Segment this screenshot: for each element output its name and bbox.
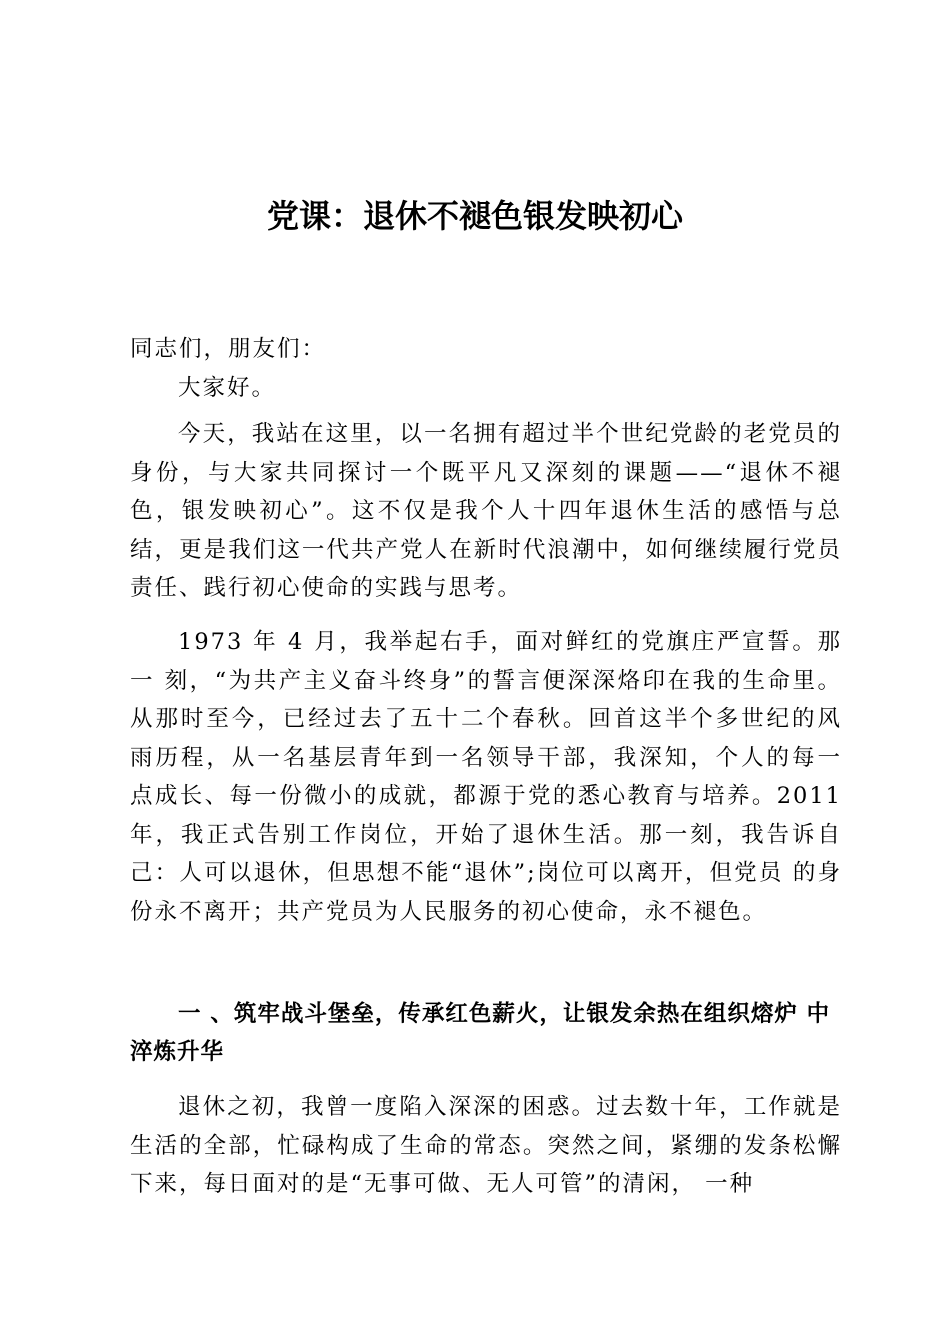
paragraph-oath: 1973 年 4 月，我举起右手，面对鲜红的党旗庄严宣誓。那一 刻，“为共产主义奋斗终身”的誓言便深深烙印在我的生命里。 从那时至今，已经过去了五十二个春秋。回首这半个多世纪的风 雨历程，从一名基层青年到一名领导干部，我深知，个人的每一 点成长、每一份微小的成就，都源于党的悉心教育与培养。2011 年，我正式告别工作岗位，开始了退休生活。那一刻，我告诉自 己：人可以退休，但思想不能“退休”;岗位可以离开，但党员 的身份永不离开；共产党员为人民服务的初心使命，永不褪色。 xyxy=(130,629,842,925)
section-heading: 一 、筑牢战斗堡垒，传承红色薪火，让银发余热在组织熔炉 中淬炼升华 xyxy=(130,1001,831,1065)
paragraph-intro: 今天，我站在这里，以一名拥有超过半个世纪党龄的老党员的身份，与大家共同探讨一个既平凡又深刻的课题——“退休不褪色，银发映初心”。这不仅是我个人十四年退休生活的感悟与总结，更是我们这一代共产党人在新时代浪潮中，如何继续履行党员责任、践行初心使命的实践与思考。 xyxy=(130,421,842,601)
salutation: 同志们，朋友们： xyxy=(130,336,327,362)
greeting: 大家好。 xyxy=(178,375,277,401)
section-paragraph: 退休之初，我曾一度陷入深深的困惑。过去数十年，工作就是生活的全部，忙碌构成了生命的常态。突然之间，紧绷的发条松懈下来，每日面对的是“无事可做、无人可管”的清闲， 一种 xyxy=(130,1094,842,1197)
page-title: 党课：退休不褪色银发映初心 xyxy=(266,197,683,235)
